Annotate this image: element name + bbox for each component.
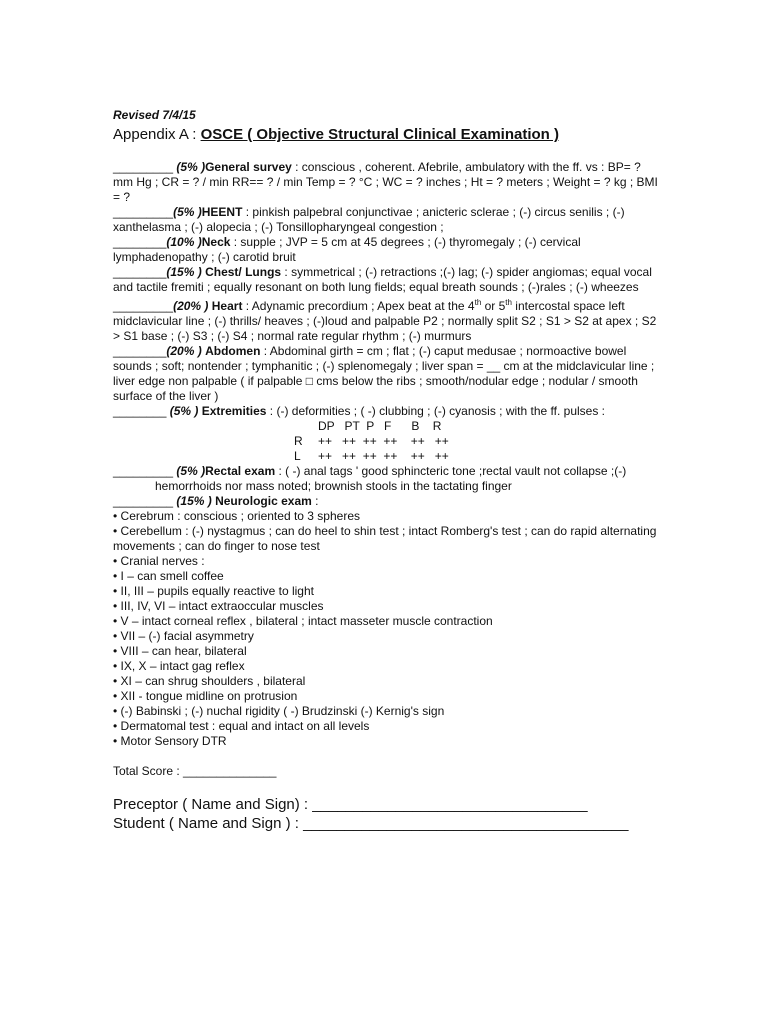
list-item: • Motor Sensory DTR [113, 734, 227, 748]
section-label: Heart [211, 299, 243, 313]
list-item: • Dermatomal test : equal and intact on all levels [113, 719, 370, 733]
section-text: : (-) deformities ; ( -) clubbing ; (-) cyanosis ; with the ff. pulses : [266, 404, 606, 418]
section-text: : pinkish palpebral conjunctivae ; anicteric sclerae ; (-) circus senilis ; (-) xanthelasma ; (-) alopecia ; (-) Tonsillopharyngeal congestion ; [113, 205, 625, 234]
list-item: • Cerebellum : (-) nystagmus ; can do heel to shin test ; intact Romberg's test ; can do rapid alternating movements ; can do finger to nose test [113, 524, 657, 553]
list-item: • Cranial nerves : [113, 554, 205, 568]
pulses-row-label: L [294, 449, 301, 463]
score-blank: _________ [113, 160, 177, 174]
section-text: : ( -) anal tags ' good sphincteric tone ;rectal vault not collapse ;(-) [275, 464, 627, 478]
score-blank: _________ [113, 464, 177, 478]
section-text: : Abdominal girth = cm ; flat ; (-) caput medusae ; normoactive bowel sounds ; soft; nontender ; tymphanitic ; (-) splenomegaly ; liver span = __ cm at the midclavicular line ; liver edge non palpable ( if palpable □ cms below the ribs ; smooth/nodular edge ; nodular / smooth surface of the liver ) [113, 344, 655, 403]
section-heent [113, 205, 658, 235]
section-percent: (5% ) [169, 404, 202, 418]
section-abdomen [113, 344, 658, 404]
section-percent: (5% ) [173, 205, 202, 219]
neuro-list [113, 509, 658, 749]
pulses-row: ++ ++ ++ ++ ++ ++ [318, 449, 449, 463]
title-prefix: Appendix A : [113, 126, 201, 143]
score-blank: ________ [113, 265, 167, 279]
list-item: • III, IV, VI – intact extraoccular muscles [113, 599, 324, 613]
total-score: Total Score : ______________ [113, 764, 277, 778]
section-percent: (5% ) [176, 160, 206, 174]
section-label: Extremities [201, 404, 267, 418]
section-general-survey [113, 160, 658, 205]
section-percent: (20% ) [166, 344, 206, 358]
section-percent: (20% ) [173, 299, 212, 313]
list-item: • VIII – can hear, bilateral [113, 644, 247, 658]
section-text: intercostal space left midclavicular line ; (-) thrills/ heaves ; (-)loud and palpable P2 ; normally split S2 ; S1 > S2 at apex ; S2 > S1 base ; (-) S3 ; (-) S4 ; normal rate regular rhythm ; (-) murmurs [113, 299, 657, 343]
section-label: Rectal exam [205, 464, 276, 478]
pulses-table [113, 419, 658, 464]
section-neuro [113, 494, 658, 509]
section-percent: (10% ) [166, 235, 202, 249]
section-label: HEENT [201, 205, 243, 219]
pulses-row: ++ ++ ++ ++ ++ ++ [318, 434, 449, 448]
score-blank: _________ [113, 299, 174, 313]
section-extremities [113, 404, 658, 419]
list-item: • V – intact corneal reflex , bilateral ; intact masseter muscle contraction [113, 614, 493, 628]
pulses-row-label: R [294, 434, 303, 448]
score-blank: ________ [113, 404, 170, 418]
section-label: Abdomen [205, 344, 261, 358]
section-percent: (15% ) [176, 494, 216, 508]
section-text: : symmetrical ; (-) retractions ;(-) lag; (-) spider angiomas; equal vocal and tactile fremiti ; equally resonant on both lung fields; equal breath sounds ; (-)rales ; (-) wheezes [113, 265, 652, 294]
section-text: : Adynamic precordium ; Apex beat at the 4 [242, 299, 475, 313]
score-blank: _________ [113, 205, 174, 219]
pulses-header: DP PT P F B R [318, 419, 442, 433]
list-item: • XII - tongue midline on protrusion [113, 689, 298, 703]
score-blank: ________ [113, 235, 167, 249]
list-item: • XI – can shrug shoulders , bilateral [113, 674, 306, 688]
section-percent: (5% ) [176, 464, 206, 478]
osce-document [113, 108, 658, 833]
section-text: or 5 [481, 299, 506, 313]
section-neck [113, 235, 658, 265]
list-item: • VII – (-) facial asymmetry [113, 629, 254, 643]
revised-date: Revised 7/4/15 [113, 108, 196, 122]
list-item: • II, III – pupils equally reactive to light [113, 584, 314, 598]
section-label: Chest/ Lungs [205, 265, 282, 279]
superscript: th [474, 298, 482, 307]
list-item: • (-) Babinski ; (-) nuchal rigidity ( -) Brudzinski (-) Kernig's sign [113, 704, 445, 718]
section-text: : conscious , coherent. Afebrile, ambulatory with the ff. vs : BP= ? mm Hg ; CR = ? / min RR== ? / min Temp = ? °C ; WC = ? inches ; Ht = ? meters ; Weight = ? kg ; BMI = ? [113, 160, 658, 204]
section-rectal-cont: hemorrhoids nor mass noted; brownish stools in the tactating finger [155, 479, 512, 493]
preceptor-signature-line: Preceptor ( Name and Sign) : _________________________________ [113, 796, 588, 813]
section-label: General survey [205, 160, 292, 174]
title-main: OSCE ( Objective Structural Clinical Examination ) [200, 126, 559, 143]
section-percent: (15% ) [166, 265, 206, 279]
student-signature-line: Student ( Name and Sign ) : _______________________________________ [113, 815, 629, 832]
score-blank: _________ [113, 494, 177, 508]
section-label: Neck [201, 235, 231, 249]
section-rectal [113, 464, 658, 479]
section-text: : [311, 494, 319, 508]
list-item: • Cerebrum : conscious ; oriented to 3 spheres [113, 509, 360, 523]
section-label: Neurologic exam [215, 494, 312, 508]
page-title [113, 126, 658, 144]
section-chest-lungs [113, 265, 658, 295]
section-heart [113, 295, 658, 344]
list-item: • IX, X – intact gag reflex [113, 659, 245, 673]
section-text: : supple ; JVP = 5 cm at 45 degrees ; (-) thyromegaly ; (-) cervical lymphadenopathy ; (-) carotid bruit [113, 235, 581, 264]
score-blank: ________ [113, 344, 167, 358]
superscript: th [505, 298, 512, 307]
list-item: • I – can smell coffee [113, 569, 224, 583]
